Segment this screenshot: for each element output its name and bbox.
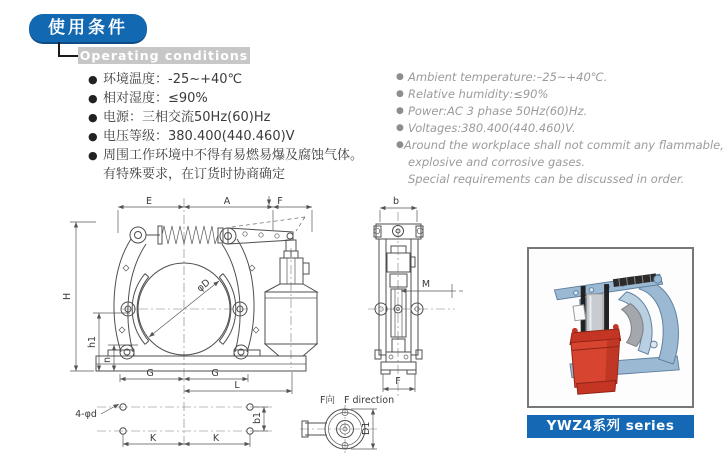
dim-label-F-side: F [395,376,401,387]
bullet-icon: ● [88,73,98,86]
technical-drawing [55,195,515,465]
dim-label-G-left: G [146,368,154,379]
condition-en-line [396,137,724,154]
bullet-icon: ● [396,89,404,99]
condition-text: 相对湿度：≤90% [103,91,208,106]
condition-text: 电压等级：380.400(440.460)V [103,129,295,144]
f-direction-view [300,394,394,453]
side-view-drawing [368,196,466,396]
dim-label-phiD: φD [194,277,213,295]
conditions-list-en [396,69,724,188]
dim-label-n: n [102,356,113,363]
bullet-icon: ● [396,140,404,150]
operating-conditions-banner: Operating conditions [79,48,249,63]
dim-label-b: b [392,196,400,207]
condition-en-line [396,171,716,188]
condition-text: Power:AC 3 phase 50Hz(60)Hz. [408,104,588,118]
dim-label-E: E [145,196,153,207]
condition-text: 有特殊要求，在订货时协商确定 [103,167,286,182]
dim-label-G-right: G [211,368,219,379]
bullet-icon: ● [396,106,404,116]
dim-label-K-right: K [212,433,220,444]
dim-label-b1: b1 [252,411,263,424]
bullet-icon [88,165,103,184]
condition-en-line [396,154,716,171]
bullet-icon: ● [88,149,98,162]
bullet-icon: ● [396,123,404,133]
condition-text: Voltages:380.400(440.460)V. [408,121,576,135]
dim-label-h1: h1 [87,335,98,348]
series-caption-banner: YWZ4系列 series [527,415,694,438]
conditions-list-zh [88,70,388,184]
condition-zh-line [88,146,388,165]
condition-text: Special requirements can be discussed in order. [408,172,685,186]
condition-text: 环境温度：-25~+40℃ [103,72,243,87]
condition-en-line [396,103,716,120]
dim-label-holes: 4-φd [75,409,97,420]
condition-en-line [396,69,716,86]
bullet-icon: ● [88,111,98,124]
condition-text: 周围工作环境中不得有易燃易爆及腐蚀气体。 [103,148,364,163]
dim-label-D1: D1 [361,421,372,435]
condition-zh-line [88,89,388,108]
condition-text: Around the workplace shall not commit any flammable, [403,138,724,152]
front-view-drawing [62,196,317,448]
bullet-icon: ● [88,92,98,105]
dim-label-M: M [421,279,431,290]
bullet-icon [396,171,408,188]
condition-text: Relative humidity:≤90% [408,87,549,101]
condition-zh-line [88,165,388,184]
condition-text: explosive and corrosive gases. [408,155,586,169]
bullet-icon: ● [88,130,98,143]
bullet-icon: ● [396,72,404,82]
condition-zh-line [88,108,388,127]
f-direction-label-zh: F向 [320,395,335,406]
condition-zh-line [88,70,388,89]
condition-text: Ambient temperature:–25~+40℃. [408,70,608,84]
dim-label-A: A [223,196,231,207]
condition-en-line [396,120,716,137]
product-photo-illustration [529,249,688,402]
dim-label-K-left: K [149,433,157,444]
condition-en-line [396,86,716,103]
usage-conditions-tab: 使用条件 [29,14,147,44]
dim-label-H: H [62,292,73,300]
dim-label-F: F [277,196,283,207]
condition-zh-line [88,127,388,146]
bullet-icon [396,154,408,171]
product-photo-panel [527,247,694,408]
f-direction-label-en: F direction [344,395,395,406]
condition-text: 电源：三相交流50Hz(60)Hz [103,110,271,125]
dim-label-L: L [234,380,240,391]
